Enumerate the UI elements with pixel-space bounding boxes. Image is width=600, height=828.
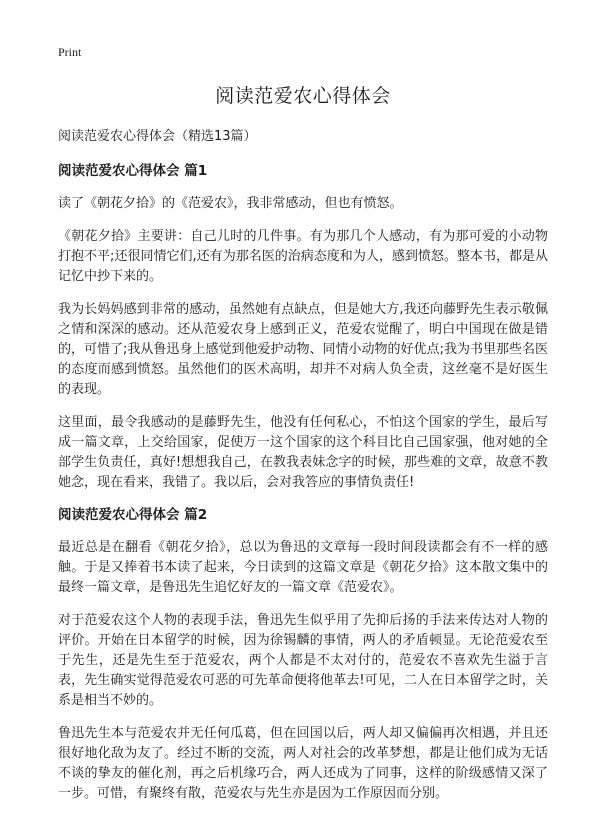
paragraph: 读了《朝花夕拾》的《范爱农》，我非常感动，但也有愤怒。: [58, 196, 403, 211]
print-link[interactable]: Print: [58, 45, 82, 59]
paragraph: 鲁迅先生本与范爱农并无任何瓜葛，但在回国以后，两人却又偏偏再次相遇，并且还很好地化敌为友了。经过不断的交流，两人对社会的改革梦想，都是让他们成为无话不谈的挚友的催化剂，再之后机缘巧合，两人还成为了同事，这样的阶级感情又深了一步。可惜，有聚终有散，范爱农与先生亦是因为工作原因而分别。: [58, 726, 548, 801]
paragraph: 这里面，最令我感动的是藤野先生，他没有任何私心，不怕这个国家的学生，最后写成一篇文章，上交给国家，促使万一这个国家的这个科目比自己国家强，他对她的全部学生负责任，真好!想想我自己，在教我表妹念字的时候，那些难的文章，故意不教她念，现在看来，我错了。我以后，会对我答应的事情负责任!: [58, 415, 548, 490]
section-2: [58, 506, 548, 804]
document-subtitle: 阅读范爱农心得体会（精选13篇）: [58, 129, 257, 144]
section-heading: 阅读范爱农心得体会 篇2: [58, 507, 208, 523]
section-1: [58, 162, 548, 493]
section-heading: 阅读范爱农心得体会 篇1: [58, 163, 208, 179]
page-title: 阅读范爱农心得体会: [215, 85, 391, 107]
paragraph: 《朝花夕拾》主要讲：自己儿时的几件事。有为那几个人感动，有为那可爱的小动物打抱不平;还很同情它们,还有为那名医的治病态度和为人，感到愤怒。整本书，都是从记忆中抄下来的。: [58, 229, 548, 284]
paragraph: 我为长妈妈感到非常的感动，虽然她有点缺点，但是她大方,我还向藤野先生表示敬佩之情和深深的感动。还从范爱农身上感到正义，范爱农觉醒了，明白中国现在做是错的，可惜了;我从鲁迅身上感觉到他爱护动物、同情小动物的好优点;我为书里那些名医的态度而感到愤怒。虽然他们的医术高明，却并不对病人负全责，这丝毫不是好医生的表现。: [58, 302, 548, 397]
paragraph: 最近总是在翻看《朝花夕拾》，总以为鲁迅的文章每一段时间段读都会有不一样的感触。于是又捧着书本读了起来，今日读到的这篇文章是《朝花夕拾》这本散文集中的最终一篇文章，是鲁迅先生追忆好友的一篇文章《范爱农》。: [58, 540, 548, 595]
paragraph: 对于范爱农这个人物的表现手法，鲁迅先生似乎用了先抑后扬的手法来传达对人物的评价。开始在日本留学的时候，因为徐锡麟的事情，两人的矛盾顿显。无论范爱农至于先生，还是先生至于范爱农，两个人都是不太对付的，范爱农不喜欢先生溢于言表，先生确实觉得范爱农可恶的可先革命便将他革去!可见，二人在日本留学之时，关系是相当不妙的。: [58, 613, 548, 708]
